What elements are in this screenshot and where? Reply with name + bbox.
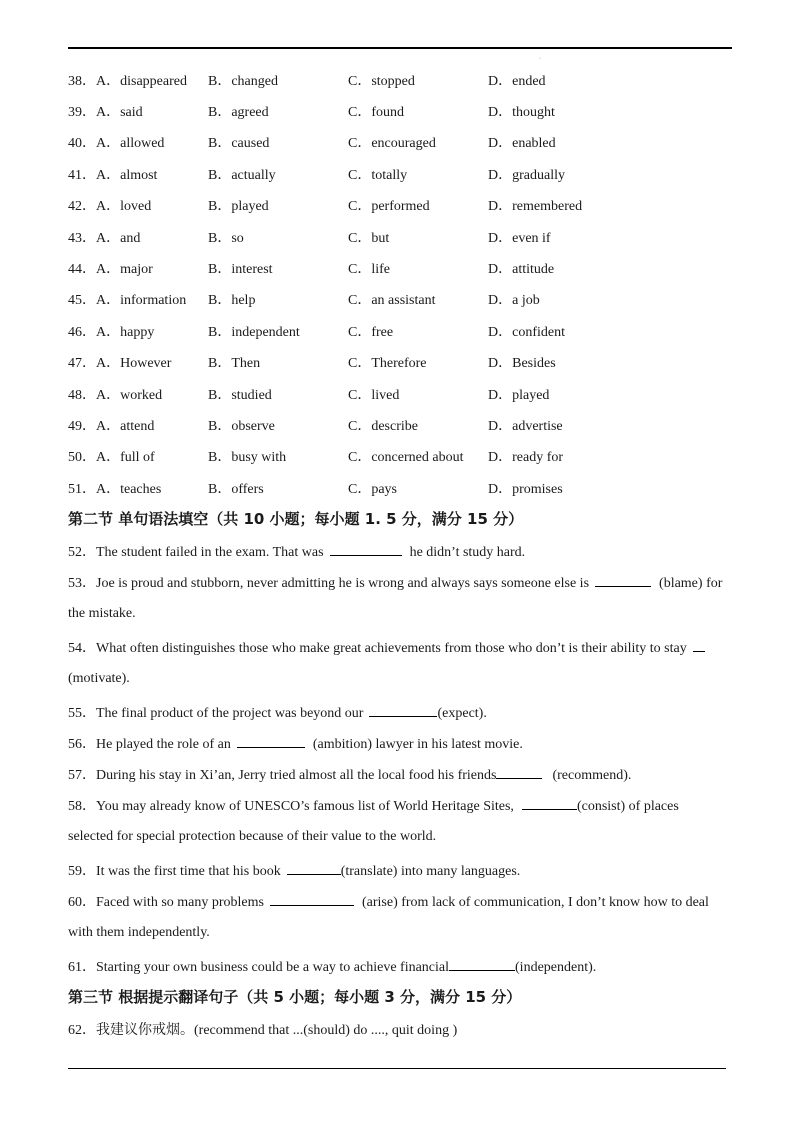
option-a[interactable]: A．major (96, 262, 153, 278)
q53-text: 53．Joe is proud and stubborn, never admitting he is wrong and always says someone else is (68, 576, 590, 591)
q59-text: 59．It was the first time that his book (68, 864, 281, 879)
option-d[interactable]: D．ended (488, 73, 546, 89)
option-b[interactable]: B．caused (208, 136, 270, 152)
option-b[interactable]: B．actually (208, 167, 276, 183)
question-number: 38． (68, 73, 96, 89)
option-b[interactable]: B．offers (208, 481, 264, 497)
question-59 (68, 860, 520, 880)
q56-text: 56．He played the role of an (68, 737, 231, 752)
option-row (68, 158, 732, 189)
bottom-rule (68, 1068, 726, 1069)
question-number: 39． (68, 105, 96, 121)
option-c[interactable]: C．pays (348, 481, 397, 497)
question-number: 40． (68, 136, 96, 152)
top-rule (68, 47, 732, 49)
option-a[interactable]: A．almost (96, 167, 158, 183)
question-53-cont: the mistake. (68, 606, 136, 621)
question-60 (68, 891, 709, 911)
q61-blank[interactable] (449, 957, 515, 971)
option-c[interactable]: C．free (348, 324, 394, 340)
option-row (68, 284, 732, 315)
option-c[interactable]: C．lived (348, 387, 400, 403)
option-c[interactable]: C．totally (348, 167, 408, 183)
question-number: 49． (68, 418, 96, 434)
question-number: 41． (68, 167, 96, 183)
q58-blank[interactable] (522, 796, 577, 810)
option-row (68, 64, 732, 95)
q55-blank[interactable] (369, 703, 437, 717)
option-c[interactable]: C．life (348, 262, 390, 278)
option-a[interactable]: A．allowed (96, 136, 165, 152)
question-60-cont: with them independently. (68, 925, 210, 940)
option-d[interactable]: D．promises (488, 481, 563, 497)
option-a[interactable]: A．However (96, 356, 172, 372)
q57-text: 57．During his stay in Xi’an, Jerry tried almost all the local food his friends (68, 768, 497, 783)
q55-text-after: (expect). (437, 706, 487, 721)
question-61 (68, 956, 596, 976)
option-row (68, 190, 732, 221)
option-d[interactable]: D．gradually (488, 167, 565, 183)
question-number: 42． (68, 199, 96, 215)
option-d[interactable]: D．attitude (488, 262, 555, 278)
option-a[interactable]: A．full of (96, 450, 155, 466)
question-53 (68, 572, 722, 592)
option-c[interactable]: C．an assistant (348, 293, 436, 309)
option-row (68, 441, 732, 472)
option-b[interactable]: B．changed (208, 73, 278, 89)
dot-mark: · (539, 56, 541, 62)
q57-blank[interactable] (496, 765, 542, 779)
option-row (68, 347, 732, 378)
option-row (68, 127, 732, 158)
section-3-title: 第三节 根据提示翻译句子（共 5 小题；每小题 3 分，满分 15 分） (68, 988, 522, 1006)
option-c[interactable]: C．describe (348, 418, 418, 434)
question-number: 47． (68, 356, 96, 372)
question-number: 44． (68, 262, 96, 278)
question-58 (68, 795, 679, 815)
option-b[interactable]: B．so (208, 230, 244, 246)
option-b[interactable]: B．played (208, 199, 269, 215)
q52-text: 52．The student failed in the exam. That was (68, 545, 324, 560)
option-row (68, 409, 732, 440)
option-a[interactable]: A．disappeared (96, 73, 187, 89)
options-list (68, 64, 732, 503)
question-54 (68, 637, 708, 657)
q54-text: 54．What often distinguishes those who make great achievements from those who don’t is their ability to stay (68, 641, 687, 656)
question-number: 51． (68, 481, 96, 497)
option-row (68, 378, 732, 409)
q54-blank[interactable] (693, 638, 705, 652)
q59-blank[interactable] (287, 861, 341, 875)
option-c[interactable]: C．stopped (348, 73, 415, 89)
option-d[interactable]: D．a job (488, 293, 540, 309)
option-c[interactable]: C．but (348, 230, 390, 246)
option-b[interactable]: B．studied (208, 387, 272, 403)
option-row (68, 221, 732, 252)
option-c[interactable]: C．found (348, 105, 404, 121)
q53-blank[interactable] (595, 573, 651, 587)
q59-text-after: (translate) into many languages. (340, 864, 521, 879)
option-b[interactable]: B．help (208, 293, 256, 309)
question-55 (68, 702, 487, 722)
option-c[interactable]: C．performed (348, 199, 430, 215)
option-b[interactable]: B．interest (208, 262, 273, 278)
question-number: 45． (68, 293, 96, 309)
option-d[interactable]: D．thought (488, 105, 555, 121)
option-b[interactable]: B．Then (208, 356, 261, 372)
option-b[interactable]: B．agreed (208, 105, 269, 121)
q52-text-after: he didn’t study hard. (409, 545, 526, 560)
option-row (68, 95, 732, 126)
option-a[interactable]: A．attend (96, 418, 155, 434)
question-number: 46． (68, 324, 96, 340)
q60-blank[interactable] (270, 892, 354, 906)
option-d[interactable]: D．remembered (488, 199, 583, 215)
q52-blank[interactable] (330, 542, 402, 556)
option-d[interactable]: D．ready for (488, 450, 564, 466)
section-2-title: 第二节 单句语法填空（共 10 小题；每小题 1. 5 分，满分 15 分） (68, 510, 524, 528)
option-row (68, 252, 732, 283)
q56-text-after: (ambition) lawyer in his latest movie. (312, 737, 523, 752)
q56-blank[interactable] (237, 734, 305, 748)
option-a[interactable]: A．worked (96, 387, 163, 403)
option-b[interactable]: B．observe (208, 418, 275, 434)
q53-text-after: (blame) for (659, 576, 723, 591)
option-c[interactable]: C．encouraged (348, 136, 436, 152)
option-row (68, 472, 732, 503)
option-d[interactable]: D．advertise (488, 418, 563, 434)
question-58-cont: selected for special protection because of their value to the world. (68, 829, 437, 844)
question-62: 62．我建议你戒烟。(recommend that ...(should) do ...., quit doing ) (68, 1023, 458, 1038)
option-a[interactable]: A．happy (96, 324, 155, 340)
option-d[interactable]: D．confident (488, 324, 565, 340)
question-number: 48． (68, 387, 96, 403)
question-52 (68, 541, 525, 561)
q58-text-after: (consist) of places (576, 799, 679, 814)
option-d[interactable]: D．even if (488, 230, 551, 246)
option-b[interactable]: B．independent (208, 324, 300, 340)
option-row (68, 315, 732, 346)
option-a[interactable]: A．said (96, 105, 143, 121)
question-54-cont: (motivate). (68, 671, 130, 686)
q55-text: 55．The final product of the project was beyond our (68, 706, 364, 721)
option-d[interactable]: D．played (488, 387, 550, 403)
question-number: 50． (68, 450, 96, 466)
option-d[interactable]: D．Besides (488, 356, 556, 372)
q61-text-after: (independent). (515, 960, 597, 975)
q60-text: 60．Faced with so many problems (68, 895, 264, 910)
option-a[interactable]: A．loved (96, 199, 152, 215)
q61-text: 61．Starting your own business could be a way to achieve financial (68, 960, 450, 975)
option-c[interactable]: C．Therefore (348, 356, 427, 372)
question-number: 43． (68, 230, 96, 246)
q57-text-after: (recommend). (552, 768, 632, 783)
option-a[interactable]: A．teaches (96, 481, 162, 497)
q60-text-after: (arise) from lack of communication, I don’t know how to deal (361, 895, 709, 910)
option-a[interactable]: A．information (96, 293, 187, 309)
option-b[interactable]: B．busy with (208, 450, 287, 466)
option-a[interactable]: A．and (96, 230, 141, 246)
q58-text: 58．You may already know of UNESCO’s famous list of World Heritage Sites, (68, 799, 514, 814)
option-d[interactable]: D．enabled (488, 136, 556, 152)
question-57 (68, 764, 631, 784)
option-c[interactable]: C．concerned about (348, 450, 464, 466)
question-56 (68, 733, 523, 753)
